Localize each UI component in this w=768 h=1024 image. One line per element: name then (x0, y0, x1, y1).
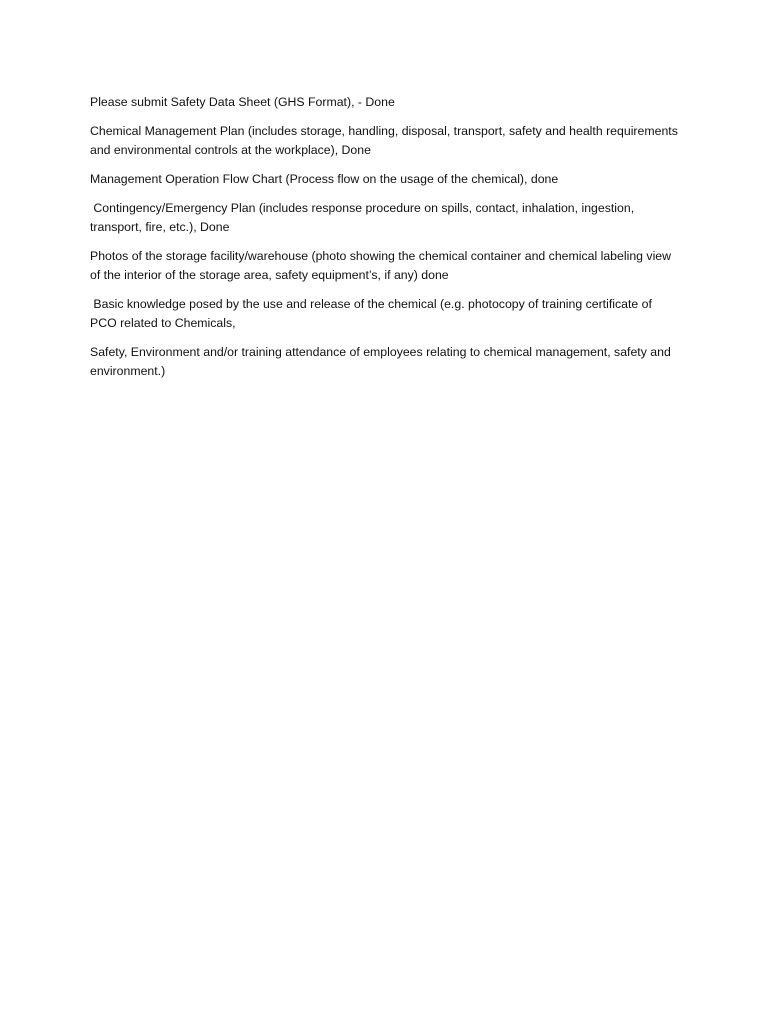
paragraph-basic-knowledge: Basic knowledge posed by the use and release of the chemical (e.g. photocopy of training certificate of PCO related to Chemicals, (90, 297, 656, 330)
paragraph-management-operation-flow-chart: Management Operation Flow Chart (Process flow on the usage of the chemical), done (90, 172, 559, 186)
paragraph-safety-data-sheet: Please submit Safety Data Sheet (GHS Format), - Done (90, 95, 395, 109)
paragraph-contingency-emergency-plan: Contingency/Emergency Plan (includes response procedure on spills, contact, inhalation, ingestion, transport, fire, etc.), Done (90, 201, 638, 234)
paragraph-storage-facility-photos: Photos of the storage facility/warehouse (photo showing the chemical container and chemical labeling view of the interior of the storage area, safety equipment’s, if any) done (90, 249, 675, 282)
paragraph-training-attendance: Safety, Environment and/or training attendance of employees relating to chemical management, safety and environment.) (90, 345, 675, 378)
document-body (90, 93, 680, 391)
paragraph-chemical-management-plan: Chemical Management Plan (includes storage, handling, disposal, transport, safety and health requirements and environmental controls at the workplace), Done (90, 124, 682, 157)
